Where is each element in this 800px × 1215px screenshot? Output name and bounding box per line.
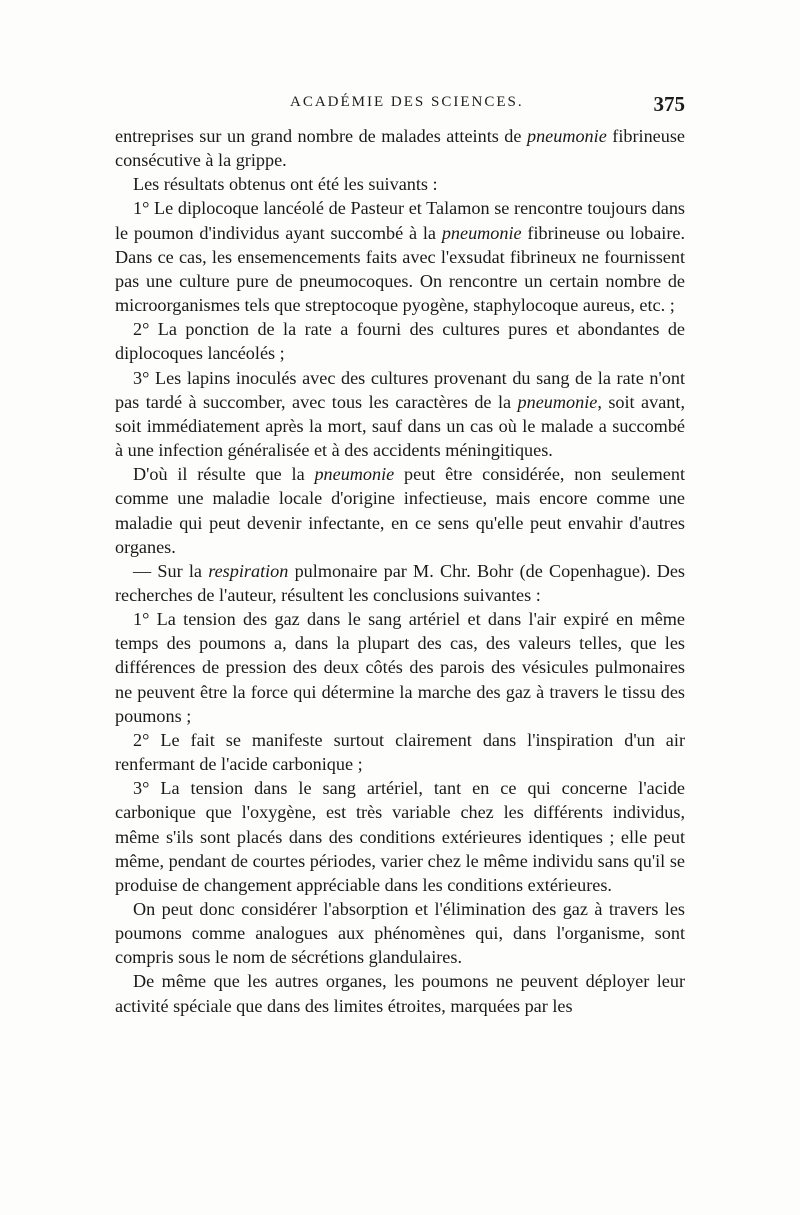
italic-term: pneumonie <box>517 391 598 412</box>
running-title: ACADÉMIE DES SCIENCES. <box>290 94 524 110</box>
text-run: De même que les autres organes, les poumons ne peuvent déployer leur activité spéciale que dans des limites étroites, marquées par les <box>115 971 685 1016</box>
text-run: fibrineuse consécutive à la grippe. <box>115 126 685 171</box>
paragraph <box>115 728 685 776</box>
text-run: 3° La tension dans le sang artériel, tant en ce qui concerne l'acide carbonique que l'oxygène, est très variable chez les différents individus, même s'ils sont placés dans des conditions extérieures identiques ; elle peut même, pendant de courtes périodes, varier chez le même individu sans qu'il se produise de changement appréciable dans les conditions extérieures. <box>115 778 685 895</box>
text-run: 2° Le fait se manifeste surtout clairement dans l'inspiration d'un air renfermant de l'acide carbonique ; <box>115 729 685 775</box>
paragraph <box>115 366 685 463</box>
text-run: 1° Le diplocoque lancéolé de Pasteur et Talamon se rencontre toujours dans le poumon d'individus ayant succombé à la <box>115 198 685 243</box>
text-run: On peut donc considérer l'absorption et l'élimination des gaz à travers les poumons comme analogues aux phénomènes qui, dans l'organisme, sont compris sous le nom de sécrétions glandulaires. <box>115 899 685 968</box>
text-run: fibrineuse ou lobaire. Dans ce cas, les ensemencements faits avec l'exsudat fibrineux ne fournissent pas une culture pure de pneumocoques. On rencontre un certain nombre de microorganismes tels que streptocoque pyogène, staphylocoque aureus, etc. ; <box>115 222 686 316</box>
paragraph <box>115 317 685 365</box>
italic-term: pneumonie <box>314 464 395 485</box>
text-run: entreprises sur un grand nombre de malades atteints de <box>115 126 527 146</box>
paragraph <box>115 776 685 897</box>
text-run: D'où il résulte que la <box>133 464 315 485</box>
text-run: 3° Les lapins inoculés avec des cultures provenant du sang de la rate n'ont pas tardé à succomber, avec tous les caractères de la <box>115 367 685 412</box>
paragraph <box>115 196 685 317</box>
paragraph <box>115 607 685 728</box>
text-run: 1° La tension des gaz dans le sang artériel et dans l'air expiré en même temps des poumons a, dans la plupart des cas, des valeurs telles, que les différences de pression des deux côtés des parois des vésicules pulmonaires ne peuvent être la force qui détermine la marche des gaz à travers le tissu des poumons ; <box>115 609 685 726</box>
text-run: , soit avant, soit immédiatement après la mort, sauf dans un cas où le malade a succombé à une infection généralisée et à des accidents méningitiques. <box>115 391 685 461</box>
paragraph <box>115 559 685 607</box>
page-number: 375 <box>653 92 685 116</box>
paragraph <box>115 969 685 1017</box>
text-run: peut être considérée, non seulement comme une maladie locale d'origine infectieuse, mais encore comme une maladie qui peut devenir infectante, en ce sens qu'elle peut envahir d'autres organes. <box>115 464 685 557</box>
italic-term: pneumonie <box>526 126 607 146</box>
paragraph <box>115 462 685 559</box>
italic-term: pneumonie <box>441 222 522 243</box>
text-run: pulmonaire par M. Chr. Bohr (de Copenhague). Des recherches de l'auteur, résultent les conclusions suivantes : <box>115 560 685 605</box>
body-text <box>115 124 685 1018</box>
text-run: Les résultats obtenus ont été les suivants : <box>133 174 438 195</box>
paragraph <box>115 124 685 172</box>
paragraph <box>115 897 685 969</box>
paragraph <box>115 172 685 196</box>
italic-term: respiration <box>208 560 289 581</box>
page-header <box>115 94 685 124</box>
text-run: 2° La ponction de la rate a fourni des cultures pures et abondantes de diplocoques lancéolés ; <box>115 319 685 364</box>
text-run: — Sur la <box>133 560 209 581</box>
